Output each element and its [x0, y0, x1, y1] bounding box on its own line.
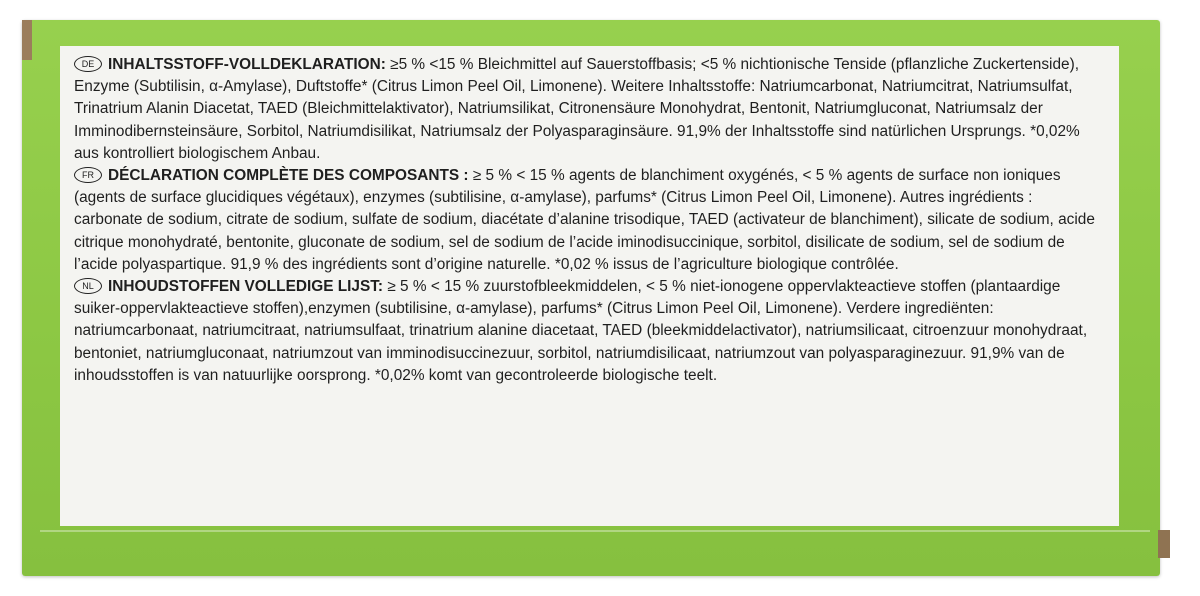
section-heading-de: INHALTSSTOFF-VOLLDEKLARATION: [108, 56, 386, 73]
ingredients-section-nl [74, 276, 1105, 387]
language-badge-nl: NL [74, 278, 102, 294]
ingredients-section-fr [74, 165, 1105, 276]
language-badge-de: DE [74, 56, 102, 72]
section-heading-nl: INHOUDSTOFFEN VOLLEDIGE LIJST: [108, 278, 384, 296]
section-text-fr: ≥ 5 % < 15 % agents de blanchiment oxygénés, < 5 % agents de surface non ioniques (agents de surface glucidiques végétaux), enzymes (subtilisine, α-amylase), parfums* (Citrus Limon Peel Oil, Limonene). Autres ingrédients : carbonate de sodium, citrate de sodium, sulfate de sodium, diacétate d’alanine trisodique, TAED (activateur de blanchiment), silicate de sodium, acide citrique monohydraté, bentonite, gluconate de sodium, sel de sodium de l’acide iminodisuccinique, sorbitol, disilicate de sodium, sel de sodium de l’acide polyaspartique. 91,9 % des ingrédients sont d’origine naturelle. *0,02 % issus de l’agriculture biologique contrôlée. [74, 167, 1095, 273]
section-heading-fr: DÉCLARATION COMPLÈTE DES COMPOSANTS : [108, 167, 469, 185]
ingredients-section-de [74, 54, 1105, 165]
section-text-de: ≥5 % <15 % Bleichmittel auf Sauerstoffbasis; <5 % nichtionische Tenside (pflanzliche Zuckertenside), Enzyme (Subtilisin, α-Amylase), Duftstoffe* (Citrus Limon Peel Oil, Limonene). Weitere Inhaltsstoffe: Natriumcarbonat, Natriumcitrat, Natriumsulfat, Trinatrium Alanin Diacetat, TAED (Bleichmittelaktivator), Natriumsilikat, Citronensäure Monohydrat, Bentonit, Natriumgluconat, Natriumsalz der Imminodibernsteinsäure, Sorbitol, Natriumdisilikat, Natriumsalz der Polyasparaginsäure. 91,9% der Inhaltsstoffe sind natürlichen Ursprungs. *0,02% aus kontrolliert biologischem Anbau. [74, 56, 1080, 162]
section-text-nl: ≥ 5 % < 15 % zuurstofbleekmiddelen, < 5 % niet-ionogene oppervlakteactieve stoffen (plantaardige suiker-oppervlakteactieve stoffen),enzymen (subtilisine, α-amylase), parfums* (Citrus Limon Peel Oil, Limonene). Verdere ingrediënten: natriumcarbonaat, natriumcitraat, natriumsulfaat, trinatrium alanine diacetaat, TAED (bleekmiddelactivator), natriumsilicaat, citroenzuur monohydraat, bentoniet, natriumgluconaat, natriumzout van imminodisuccinezuur, sorbitol, natriumdisilicaat, natriumzout van polyasparaginezuur. 91,9% van de inhoudsstoffen is van natuurlijke oorsprong. *0,02% komt van gecontroleerde biologische teelt. [74, 278, 1088, 384]
language-badge-fr: FR [74, 167, 102, 183]
box-fold-line [40, 530, 1150, 532]
ingredients-label-panel [60, 46, 1119, 526]
box-flap-corner-bottom [1158, 530, 1170, 558]
box-flap-corner [22, 20, 32, 60]
